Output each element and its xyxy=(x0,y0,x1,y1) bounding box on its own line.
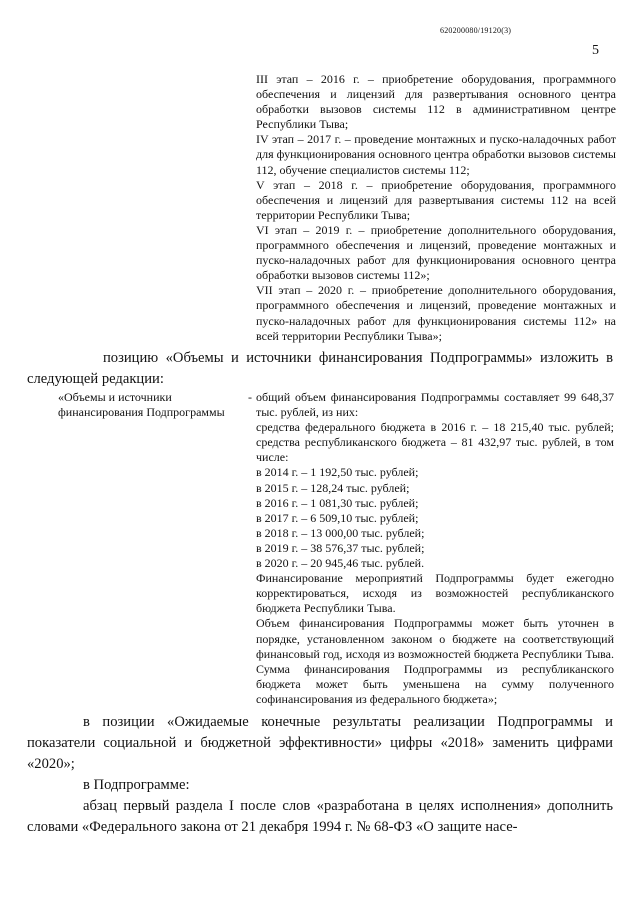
financing-year-2019: в 2019 г. – 38 576,37 тыс. рублей; xyxy=(256,540,425,555)
stage-7: VII этап – 2020 г. – приобретение дополнительного оборудования, программного обеспечения и лицензий, проведение монтажных и пуско-наладочных работ для функционирования системы 112» на всей территории Республики Тыва»; xyxy=(256,283,616,343)
financing-details xyxy=(256,390,614,707)
paragraph-position-edit: позицию «Объемы и источники финансирования Подпрограммы» изложить в следующей редакции: xyxy=(27,350,613,387)
stage-6: VI этап – 2019 г. – приобретение дополнительного оборудования, программного обеспечения и лицензий, проведение монтажных и пуско-наладочных работ для функционирования основного центра обработки вызовов системы 112»; xyxy=(256,222,616,283)
financing-sources: средства федерального бюджета в 2016 г. – 18 215,40 тыс. рублей; средства республиканского бюджета – 81 432,97 тыс. рублей, в том числе: xyxy=(256,420,614,465)
financing-adjustment-note: Финансирование мероприятий Подпрограммы будет ежегодно корректироваться, исходя из возможностей республиканского бюджета Республики Тыва. xyxy=(256,571,614,616)
financing-year-2015: в 2015 г. – 128,24 тыс. рублей; xyxy=(256,480,410,495)
paragraph-section-1-edit: абзац первый раздела I после слов «разработана в целях исполнения» дополнить словами «Федерального закона от 21 декабря 1994 г. № 68-ФЗ «О защите насе- xyxy=(27,798,613,835)
document-number: 620200080/19120(3) xyxy=(440,26,512,35)
financing-year-2016: в 2016 г. – 1 081,30 тыс. рублей; xyxy=(256,495,419,510)
financing-year-2018: в 2018 г. – 13 000,00 тыс. рублей; xyxy=(256,525,425,540)
table-dash: - xyxy=(248,390,252,404)
stage-4: IV этап – 2017 г. – проведение монтажных и пуско-наладочных работ для функционирования основного центра обработки вызовов системы 112, обучение специалистов системы 112; xyxy=(256,132,616,177)
stage-5: V этап – 2018 г. – приобретение оборудования, программного обеспечения и лицензий для развертывания системы 112 на всей территории Республики Тыва; xyxy=(256,177,616,222)
paragraph-results-edit: в позиции «Ожидаемые конечные результаты реализации Подпрограммы и показатели социальной и бюджетной эффективности» цифры «2018» заменить цифрами «2020»; xyxy=(27,714,613,772)
paragraph-in-subprogram: в Подпрограмме: xyxy=(83,777,190,793)
financing-total: общий объем финансирования Подпрограммы составляет 99 648,37 тыс. рублей, из них: xyxy=(256,390,614,420)
program-stages-list xyxy=(256,72,616,344)
financing-year-2020: в 2020 г. – 20 945,46 тыс. рублей. xyxy=(256,556,425,571)
table-left-label: «Объемы и источники финансирования Подпрограммы xyxy=(58,390,225,419)
financing-clarification-note: Объем финансирования Подпрограммы может быть уточнен в порядке, установленном законом о бюджете на соответствующий финансовый год, исходя из возможностей бюджета Республики Тыва. Сумма финансирования Подпрограммы из республиканского бюджета может быть уменьшена на сумму полученного софинансирования из федерального бюджета»; xyxy=(256,616,614,706)
financing-year-2014: в 2014 г. – 1 192,50 тыс. рублей; xyxy=(256,465,419,480)
page-number: 5 xyxy=(592,43,599,58)
stage-3: III этап – 2016 г. – приобретение оборудования, программного обеспечения и лицензий для развертывания основного центра обработки вызовов системы 112 в административном центре Республики Тыва; xyxy=(256,72,616,132)
financing-year-2017: в 2017 г. – 6 509,10 тыс. рублей; xyxy=(256,510,419,525)
